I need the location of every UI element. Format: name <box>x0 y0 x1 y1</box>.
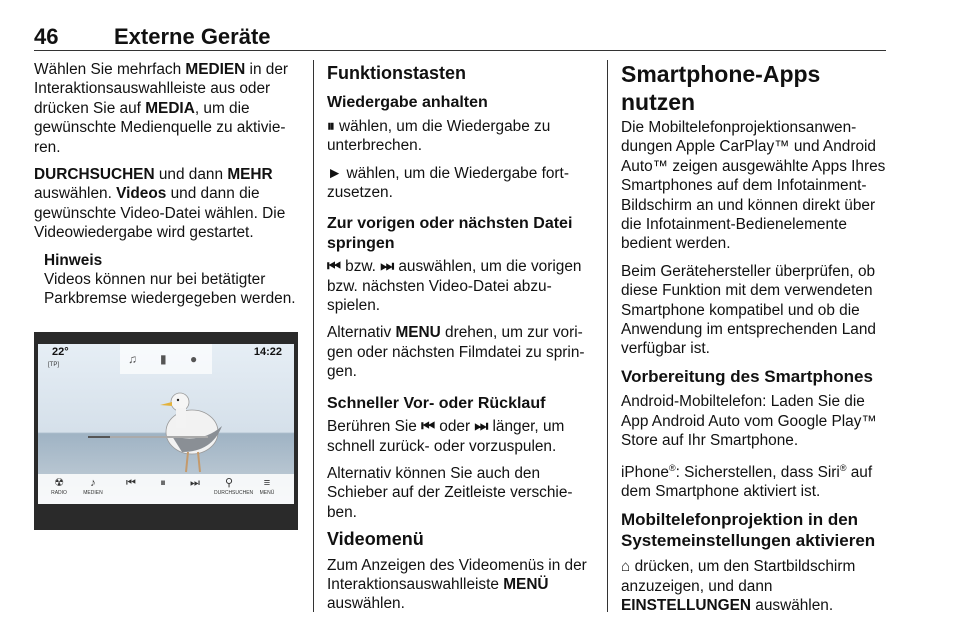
interaction-bar-item[interactable] <box>78 476 108 496</box>
paragraph: Beim Gerätehersteller überprüfen, ob diese Funktion mit dem verwendeten Smartphone kompatibel und ob die Anwendung im entsprechenden Land verfügbar ist. <box>621 262 876 358</box>
paragraph: Zum Anzeigen des Videomenüs in der Interaktionsauswahlleiste MENÜ auswählen. <box>327 556 587 613</box>
paragraph: Wählen Sie mehrfach MEDIEN in der Interaktionsauswahlleiste aus oder drücken Sie auf MEDIA, um die gewünschte Medienquelle zu aktivieren. <box>34 61 289 156</box>
paragraph: ⏸ wählen, um die Wiedergabe zu unterbrechen. <box>327 117 551 155</box>
next-icon: ⏭ <box>190 477 200 489</box>
next-icon: ⏭ <box>380 258 395 276</box>
heading-videomenue: Videomenü <box>327 529 424 550</box>
paragraph: Android-Mobiltelefon: Laden Sie die App Android Auto vom Google Play™ Store auf Ihr Smartphone. <box>621 393 877 450</box>
interaction-bar-label: RADIO <box>51 490 67 496</box>
column-3 <box>621 60 887 624</box>
paragraph: ► wählen, um die Wiedergabe fortzusetzen. <box>327 164 569 202</box>
paragraph: ⏮ bzw. ⏭ auswählen, um die vorigen bzw. nächsten Video-Datei abzuspielen. <box>327 258 582 315</box>
heading-smartphone-apps: Smartphone-Apps nutzen <box>621 61 821 115</box>
note-box <box>44 251 300 309</box>
progress-fill <box>88 436 110 438</box>
seagull-image <box>142 374 234 474</box>
section-title: Externe Geräte <box>114 24 271 49</box>
interaction-bar-label: MENÜ <box>259 490 275 496</box>
search-icon: ⚲ <box>224 477 234 489</box>
page-header <box>34 24 886 50</box>
pause-icon: ⏸ <box>160 477 166 489</box>
pause-icon: ⏸ <box>327 117 335 135</box>
app-bar <box>120 344 212 374</box>
phone-app-icon: ▮ <box>160 352 167 366</box>
note-text: Videos können nur bei betätigter Parkbremse wiedergegeben werden. <box>44 271 296 308</box>
tp-indicator: [TP] <box>48 362 60 368</box>
interaction-bar-label: DURCHSUCHEN <box>214 490 254 496</box>
interaction-bar-item[interactable] <box>252 476 282 496</box>
interaction-bar <box>38 474 294 504</box>
column-divider <box>607 60 608 612</box>
prev-icon: ⏮ <box>421 418 435 436</box>
interaction-bar-item[interactable] <box>214 476 254 496</box>
paragraph: Alternativ können Sie auch den Schieber auf der Zeitleiste verschieben. <box>327 464 573 521</box>
interaction-bar-item[interactable] <box>148 476 178 490</box>
infotainment-screen <box>38 344 294 504</box>
column-1 <box>34 60 300 309</box>
heading-vorbereitung: Vorbereitung des Smartphones <box>621 366 873 386</box>
paragraph: iPhone®: Sicherstellen, dass Siri® auf dem Smartphone aktiviert ist. <box>621 462 873 501</box>
column-2 <box>327 60 593 622</box>
interaction-bar-label: MEDIEN <box>83 490 103 496</box>
prev-icon: ⏮ <box>327 258 341 276</box>
heading-datei-springen: Zur vorigen oder nächsten Datei springen <box>327 215 573 252</box>
home-icon: ⌂ <box>621 558 631 576</box>
page-number: 46 <box>34 24 59 49</box>
infotainment-screenshot <box>34 332 298 530</box>
prev-icon: ⏮ <box>126 477 136 489</box>
interaction-bar-item[interactable] <box>116 476 146 490</box>
next-icon: ⏭ <box>474 418 489 436</box>
play-icon: ► <box>327 164 343 182</box>
progress-bar[interactable] <box>88 436 208 438</box>
settings-app-icon: ● <box>190 352 198 366</box>
paragraph: Die Mobiltelefonprojektionsanwendungen Apple CarPlay™ und Android Auto™ zeigen ausgewählte Apps Ihres Smartphones auf dem Infotainment-Bildschirm an und können direkt über die Infotainment-Bedienelemente bedient werden. <box>621 119 886 253</box>
paragraph: Alternativ MENU drehen, um zur vorigen oder nächsten Filmdatei zu springen. <box>327 324 585 381</box>
clock: 14:22 <box>253 346 282 358</box>
column-divider <box>313 60 314 612</box>
temperature: 22° <box>52 346 69 358</box>
note-heading: Hinweis <box>44 251 103 269</box>
paragraph: Berühren Sie ⏮ oder ⏭ länger, um schnell zurück- oder vorzuspulen. <box>327 418 565 455</box>
interaction-bar-item[interactable] <box>44 476 74 496</box>
heading-funktionstasten: Funktionstasten <box>327 63 467 83</box>
paragraph: ⌂ drücken, um den Startbildschirm anzuzeigen, und dann EINSTELLUNGEN auswählen. <box>621 558 856 615</box>
note-icon: ♪ <box>90 477 96 489</box>
music-app-icon: ♫ <box>128 352 137 366</box>
heading-vor-ruecklauf: Schneller Vor- oder Rücklauf <box>327 394 546 412</box>
radio-icon: ☢ <box>54 477 64 489</box>
header-rule <box>34 50 886 51</box>
menu-icon: ≡ <box>263 477 271 489</box>
interaction-bar-item[interactable] <box>180 476 210 490</box>
heading-projektion-aktivieren: Mobiltelefonprojektion in den Systemeinstellungen aktivieren <box>621 510 876 551</box>
heading-wiedergabe-anhalten: Wiedergabe anhalten <box>327 94 488 112</box>
paragraph: DURCHSUCHEN und dann MEHR auswählen. Videos und dann die gewünschte Video-Datei wählen. Die Videowiedergabe wird gestartet. <box>34 166 286 242</box>
